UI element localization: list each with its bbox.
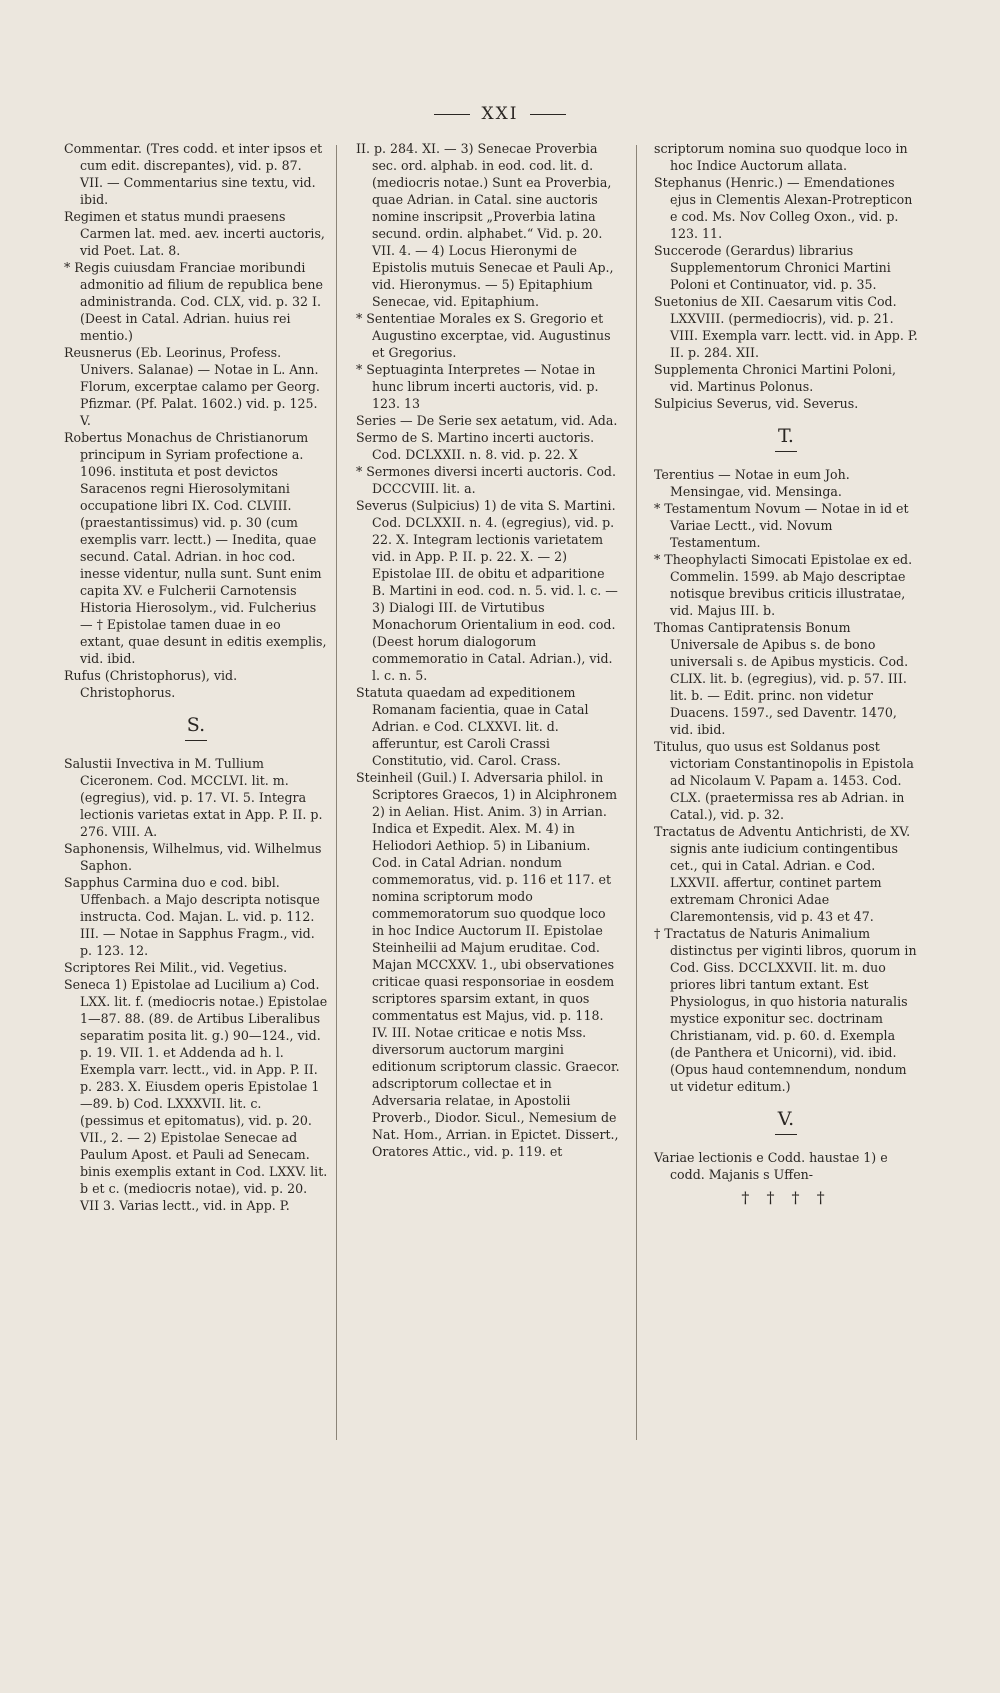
- index-entry: Sapphus Carmina duo e cod. bibl. Uffenbach. a Majo descripta notisque instructa. Cod. Majan. L. vid. p. 112. III. — Notae in Sapphus Fragm., vid. p. 123. 12.: [64, 875, 320, 958]
- index-entry: Robertus Monachus de Christianorum principum in Syriam profectione a. 1096. instituta et post devictos Saracenos regni Hierosolymitani occupatione libri IX. Cod. CLVIII. (praestantissimus) vid. p. 30 (cum exemplis varr. lectt.) — Inedita, quae secund. Catal. Adrian. in hoc cod. inesse videntur, nulla sunt. Sunt enim capita XV. e Fulcherii Carnotensis Historia Hierosolym., vid. Fulcherius — † Epistolae tamen duae in eo extant, quae desunt in editis exemplis, vid. ibid.: [64, 430, 327, 666]
- index-entry: Rufus (Christophorus), vid. Christophorus.: [64, 668, 238, 700]
- index-entry: Tractatus de Adventu Antichristi, de XV. signis ante iudicium contingentibus cet., qui in Catal. Adrian. e Cod. LXXVII. affertur, continet partem extremam Chronici Adae Claremontensis, vid p. 43 et 47.: [654, 824, 911, 924]
- index-entry: Severus (Sulpicius) 1) de vita S. Martini. Cod. DCLXXII. n. 4. (egregius), vid. p. 22. X. Integram lectionis varietatem vid. in App. P. II. p. 22. X. — 2) Epistolae III. de obitu et adparitione B. Martini in eod. cod. n. 5. vid. l. c. — 3) Dialogi III. de Virtutibus Monachorum Orientalium in eod. cod. (Deest horum dialogorum commemoratio in Catal. Adrian.), vid. l. c. n. 5.: [356, 498, 618, 683]
- index-entry: Suetonius de XII. Caesarum vitis Cod. LXXVIII. (permediocris), vid. p. 21. VIII. Exempla varr. lectt. vid. in App. P. II. p. 284. XII.: [654, 294, 918, 360]
- section-letter: T.: [654, 428, 918, 452]
- column-1: [64, 140, 328, 1214]
- index-entry: Stephanus (Henric.) — Emendationes ejus in Clementis Alexan-Protrepticon e cod. Ms. Nov Colleg Oxon., vid. p. 123. 11.: [654, 175, 913, 241]
- index-entry: Steinheil (Guil.) I. Adversaria philol. in Scriptores Graecos, 1) in Alciphronem 2) in Aelian. Hist. Anim. 3) in Arrian. Indica et Expedit. Alex. M. 4) in Heliodori Aethiop. 5) in Libanium. Cod. in Catal Adrian. nondum commemoratus, vid. p. 116 et 117. et nomina scriptorum modo commemoratorum suo quodque loco in hoc Indice Auctorum II. Epistolae Steinheilii ad Majum eruditae. Cod. Majan MCCXXV. 1., ubi observationes criticae quasi responsoriae in eosdem scriptores sparsim extant, in quos commentatus est Majus, vid. p. 118. IV. III. Notae criticae e notis Mss. diversorum auctorum margini editionum scriptorum classic. Graecor. adscriptorum collectae et in Adversaria relatae, in Apostolii Proverb., Diodor. Sicul., Nemesium de Nat. Hom., Arrian. in Epictet. Dissert., Oratores Attic., vid. p. 119. et: [356, 770, 620, 1159]
- column-3: [654, 140, 918, 1206]
- end-ornament: † † † †: [741, 1188, 831, 1207]
- index-entry: * Theophylacti Simocati Epistolae ex ed. Commelin. 1599. ab Majo descriptae notisque brevibus criticis illustratae, vid. Majus III. b.: [654, 552, 913, 618]
- column-divider-2: [636, 145, 637, 1440]
- index-entry: Series — De Serie sex aetatum, vid. Ada.: [356, 413, 618, 428]
- index-entry: Saphonensis, Wilhelmus, vid. Wilhelmus Saphon.: [64, 841, 322, 873]
- section-letter: V.: [654, 1111, 918, 1135]
- index-entry: Variae lectionis e Codd. haustae 1) e codd. Majanis s Uffen-: [654, 1150, 888, 1182]
- index-entry: Sulpicius Severus, vid. Severus.: [654, 396, 859, 411]
- section-letter: S.: [64, 717, 328, 741]
- index-entry: * Septuaginta Interpretes — Notae in hunc librum incerti auctoris, vid. p. 123. 13: [356, 362, 599, 411]
- index-entry: Scriptores Rei Milit., vid. Vegetius.: [64, 960, 288, 975]
- index-entry: Succerode (Gerardus) librarius Supplementorum Chronici Martini Poloni et Continuator, vid. p. 35.: [654, 243, 891, 292]
- index-entry: * Sermones diversi incerti auctoris. Cod. DCCCVIII. lit. a.: [356, 464, 616, 496]
- index-entry: Seneca 1) Epistolae ad Lucilium a) Cod. LXX. lit. f. (mediocris notae.) Epistolae 1—87. 88. (89. de Artibus Liberalibus separatim posita lit. g.) 90—124., vid. p. 19. VII. 1. et Addenda ad h. l. Exempla varr. lectt., vid. in App. P. II. p. 283. X. Eiusdem operis Epistolae 1—89. b) Cod. LXXXVII. lit. c. (pessimus et epitomatus), vid. p. 20. VII., 2. — 2) Epistolae Senecae ad Paulum Apost. et Pauli ad Senecam. binis exemplis extant in Cod. LXXV. lit. b et c. (mediocris notae), vid. p. 20. VII 3. Varias lectt., vid. in App. P.: [64, 977, 328, 1213]
- index-entry: Supplementa Chronici Martini Poloni, vid. Martinus Polonus.: [654, 362, 896, 394]
- index-entry: Titulus, quo usus est Soldanus post victoriam Constantinopolis in Epistola ad Nicolaum V. Papam a. 1453. Cod. CLX. (praetermissa res ab Adrian. in Catal.), vid. p. 32.: [654, 739, 914, 822]
- page-number: XXI: [481, 104, 519, 124]
- index-entry: Terentius — Notae in eum Joh. Mensingae, vid. Mensinga.: [654, 467, 850, 499]
- index-entry: Sermo de S. Martino incerti auctoris. Cod. DCLXXII. n. 8. vid. p. 22. X: [356, 430, 595, 462]
- index-entry: scriptorum nomina suo quodque loco in hoc Indice Auctorum allata.: [654, 141, 908, 173]
- header-rule-right: [530, 114, 566, 115]
- index-entry: Regimen et status mundi praesens Carmen lat. med. aev. incerti auctoris, vid Poet. Lat. 8.: [64, 209, 325, 258]
- column-divider-1: [336, 145, 337, 1440]
- page-header: [0, 104, 1000, 124]
- index-entry: Commentar. (Tres codd. et inter ipsos et cum edit. discrepantes), vid. p. 87. VII. — Commentarius sine textu, vid. ibid.: [64, 141, 323, 207]
- index-entry: * Testamentum Novum — Notae in id et Variae Lectt., vid. Novum Testamentum.: [654, 501, 909, 550]
- index-entry: Thomas Cantipratensis Bonum Universale de Apibus s. de bono universali s. de Apibus mysticis. Cod. CLIX. lit. b. (egregius), vid. p. 57. III. lit. b. — Edit. princ. non videtur Duacens. 1597., sed Daventr. 1470, vid. ibid.: [654, 620, 909, 737]
- index-entry: Statuta quaedam ad expeditionem Romanam facientia, quae in Catal Adrian. e Cod. CLXXVI. lit. d. afferuntur, est Caroli Crassi Constitutio, vid. Carol. Crass.: [356, 685, 589, 768]
- header-rule-left: [434, 114, 470, 115]
- index-entry: Salustii Invectiva in M. Tullium Ciceronem. Cod. MCCLVI. lit. m. (egregius), vid. p. 17. VI. 5. Integra lectionis varietas extat in App. P. II. p. 276. VIII. A.: [64, 756, 323, 839]
- index-entry: * Regis cuiusdam Franciae moribundi admonitio ad filium de republica bene administranda. Cod. CLX, vid. p. 32 I. (Deest in Catal. Adrian. huius rei mentio.): [64, 260, 323, 343]
- column-2: [356, 140, 620, 1160]
- index-entry: * Sententiae Morales ex S. Gregorio et Augustino excerptae, vid. Augustinus et Gregorius.: [356, 311, 611, 360]
- index-entry: Reusnerus (Eb. Leorinus, Profess. Univers. Salanae) — Notae in L. Ann. Florum, excerptae calamo per Georg. Pfizmar. (Pf. Palat. 1602.) vid. p. 125. V.: [64, 345, 320, 428]
- index-entry: † Tractatus de Naturis Animalium distinctus per viginti libros, quorum in Cod. Giss. DCCLXXVII. lit. m. duo priores libri tantum extant. Est Physiologus, in quo historia naturalis mystice exponitur sec. doctrinam Christianam, vid. p. 60. d. Exempla (de Panthera et Unicorni), vid. ibid. (Opus haud contemnendum, nondum ut videtur editum.): [654, 926, 917, 1094]
- index-entry: II. p. 284. XI. — 3) Senecae Proverbia sec. ord. alphab. in eod. cod. lit. d. (mediocris notae.) Sunt ea Proverbia, quae Adrian. in Catal. sine auctoris nomine inscripsit „Proverbia latina secund. ordin. alphabet.“ Vid. p. 20. VII. 4. — 4) Locus Hieronymi de Epistolis mutuis Senecae et Pauli Ap., vid. Hieronymus. — 5) Epitaphium Senecae, vid. Epitaphium.: [356, 141, 614, 309]
